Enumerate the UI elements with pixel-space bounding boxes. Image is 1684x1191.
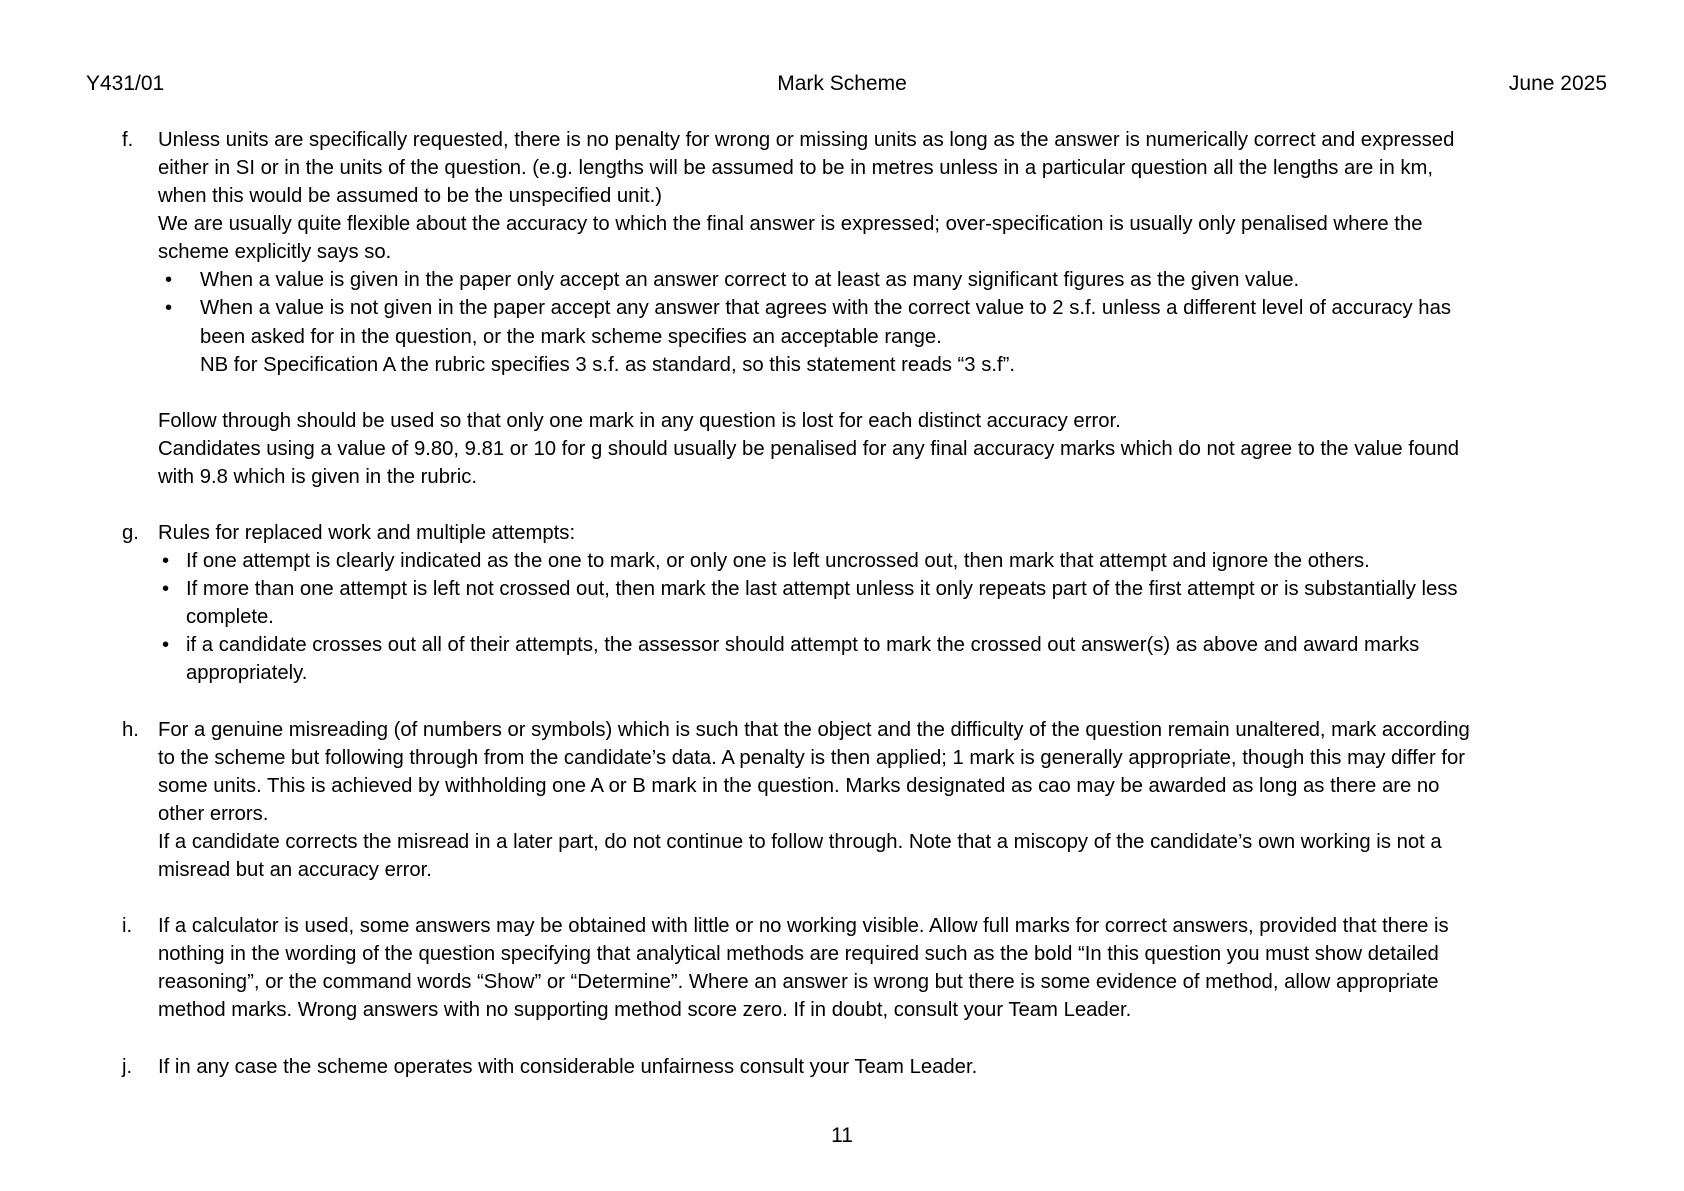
line-text: We are usually quite flexible about the accuracy to which the final answer is expressed; over-specification is usually only penalised where the bbox=[158, 213, 1423, 236]
text-line bbox=[0, 435, 1684, 463]
text-line bbox=[0, 912, 1684, 940]
line-text: complete. bbox=[186, 606, 274, 629]
line-text: NB for Specification A the rubric specifies 3 s.f. as standard, so this statement reads “3 s.f”. bbox=[200, 353, 1016, 376]
text-line bbox=[0, 182, 1684, 210]
text-line bbox=[0, 800, 1684, 828]
line-text: If in any case the scheme operates with considerable unfairness consult your Team Leader. bbox=[158, 1055, 978, 1078]
line-text: when this would be assumed to be the unspecified unit.) bbox=[158, 185, 662, 208]
line-text: to the scheme but following through from the candidate’s data. A penalty is then applied; 1 mark is generally appropriate, though this may differ for bbox=[158, 746, 1466, 769]
paper-code: Y431/01 bbox=[86, 72, 165, 95]
text-line bbox=[0, 940, 1684, 968]
document-title: Mark Scheme bbox=[777, 72, 907, 95]
text-line bbox=[0, 379, 1684, 407]
line-text: If more than one attempt is left not crossed out, then mark the last attempt unless it only repeats part of the first attempt or is substantially less bbox=[186, 578, 1458, 601]
bullet-icon: • bbox=[165, 269, 173, 292]
text-line bbox=[0, 238, 1684, 266]
line-text: method marks. Wrong answers with no supporting method score zero. If in doubt, consult your Team Leader. bbox=[158, 999, 1132, 1022]
bullet-item bbox=[0, 575, 1684, 603]
blank-line bbox=[0, 884, 1684, 912]
line-text: other errors. bbox=[158, 802, 269, 825]
bullet-icon: • bbox=[165, 297, 173, 320]
line-text: When a value is not given in the paper accept any answer that agrees with the correct value to 2 s.f. unless a different level of accuracy has bbox=[200, 297, 1452, 320]
text-line bbox=[0, 1053, 1684, 1081]
blank-line bbox=[0, 491, 1684, 519]
section-g bbox=[0, 519, 1684, 687]
page-number: 11 bbox=[831, 1124, 853, 1147]
line-text: Follow through should be used so that only one mark in any question is lost for each distinct accuracy error. bbox=[158, 409, 1121, 432]
section-label: h. bbox=[122, 718, 139, 741]
line-text: If a candidate corrects the misread in a later part, do not continue to follow through. Note that a miscopy of the candidate’s own working is not a bbox=[158, 830, 1442, 853]
line-text: misread but an accuracy error. bbox=[158, 859, 432, 882]
text-line bbox=[0, 828, 1684, 856]
text-line bbox=[0, 126, 1684, 154]
bullet-item bbox=[0, 294, 1684, 322]
line-text: For a genuine misreading (of numbers or symbols) which is such that the object and the difficulty of the question remain unaltered, mark according bbox=[158, 718, 1470, 741]
line-text: When a value is given in the paper only accept an answer correct to at least as many significant figures as the given value. bbox=[200, 269, 1300, 292]
section-h bbox=[0, 716, 1684, 884]
line-text: scheme explicitly says so. bbox=[158, 241, 392, 264]
section-j bbox=[0, 1053, 1684, 1081]
line-text: been asked for in the question, or the mark scheme specifies an acceptable range. bbox=[200, 325, 942, 348]
line-text: nothing in the wording of the question specifying that analytical methods are required such as the bold “In this question you must show detailed bbox=[158, 943, 1439, 966]
mark-scheme-guidance bbox=[0, 126, 1684, 1081]
blank-line bbox=[0, 688, 1684, 716]
text-line bbox=[0, 772, 1684, 800]
bullet-icon: • bbox=[162, 550, 170, 573]
bullet-icon: • bbox=[162, 634, 170, 657]
line-text: appropriately. bbox=[186, 662, 308, 685]
line-text: Unless units are specifically requested, there is no penalty for wrong or missing units as long as the answer is numerically correct and expressed bbox=[158, 129, 1455, 151]
section-f bbox=[0, 126, 1684, 491]
text-line bbox=[0, 659, 1684, 687]
text-line bbox=[0, 603, 1684, 631]
text-line bbox=[0, 744, 1684, 772]
bullet-item bbox=[0, 266, 1684, 294]
bullet-item bbox=[0, 631, 1684, 659]
text-line bbox=[0, 154, 1684, 182]
blank-line bbox=[0, 1025, 1684, 1053]
text-line bbox=[0, 716, 1684, 744]
line-text: If one attempt is clearly indicated as the one to mark, or only one is left uncrossed out, then mark that attempt and ignore the others. bbox=[186, 550, 1370, 573]
line-text: some units. This is achieved by withholding one A or B mark in the question. Marks designated as cao may be awarded as long as there are no bbox=[158, 774, 1440, 797]
line-text: if a candidate crosses out all of their attempts, the assessor should attempt to mark the crossed out answer(s) as above and award marks bbox=[186, 634, 1420, 657]
text-line bbox=[0, 407, 1684, 435]
section-label: f. bbox=[122, 129, 134, 151]
text-line bbox=[0, 351, 1684, 379]
text-line bbox=[0, 323, 1684, 351]
line-text: Candidates using a value of 9.80, 9.81 or 10 for g should usually be penalised for any final accuracy marks which do not agree to the value found bbox=[158, 437, 1460, 460]
text-line bbox=[0, 519, 1684, 547]
section-i bbox=[0, 912, 1684, 1024]
line-text: reasoning”, or the command words “Show” or “Determine”. Where an answer is wrong but there is some evidence of method, allow appropriate bbox=[158, 971, 1439, 994]
line-text: with 9.8 which is given in the rubric. bbox=[158, 465, 478, 488]
line-text: If a calculator is used, some answers may be obtained with little or no working visible. Allow full marks for correct answers, provided that there is bbox=[158, 915, 1449, 938]
section-label: j. bbox=[122, 1055, 133, 1078]
text-line bbox=[0, 996, 1684, 1024]
line-text: Rules for replaced work and multiple attempts: bbox=[158, 522, 576, 545]
text-line bbox=[0, 968, 1684, 996]
section-label: i. bbox=[122, 915, 133, 938]
text-line bbox=[0, 210, 1684, 238]
line-text: either in SI or in the units of the question. (e.g. lengths will be assumed to be in metres unless in a particular question all the lengths are in km, bbox=[158, 157, 1434, 180]
bullet-item bbox=[0, 547, 1684, 575]
section-label: g. bbox=[122, 522, 139, 545]
text-line bbox=[0, 463, 1684, 491]
bullet-icon: • bbox=[162, 578, 170, 601]
document-date: June 2025 bbox=[1508, 72, 1607, 95]
text-line bbox=[0, 856, 1684, 884]
